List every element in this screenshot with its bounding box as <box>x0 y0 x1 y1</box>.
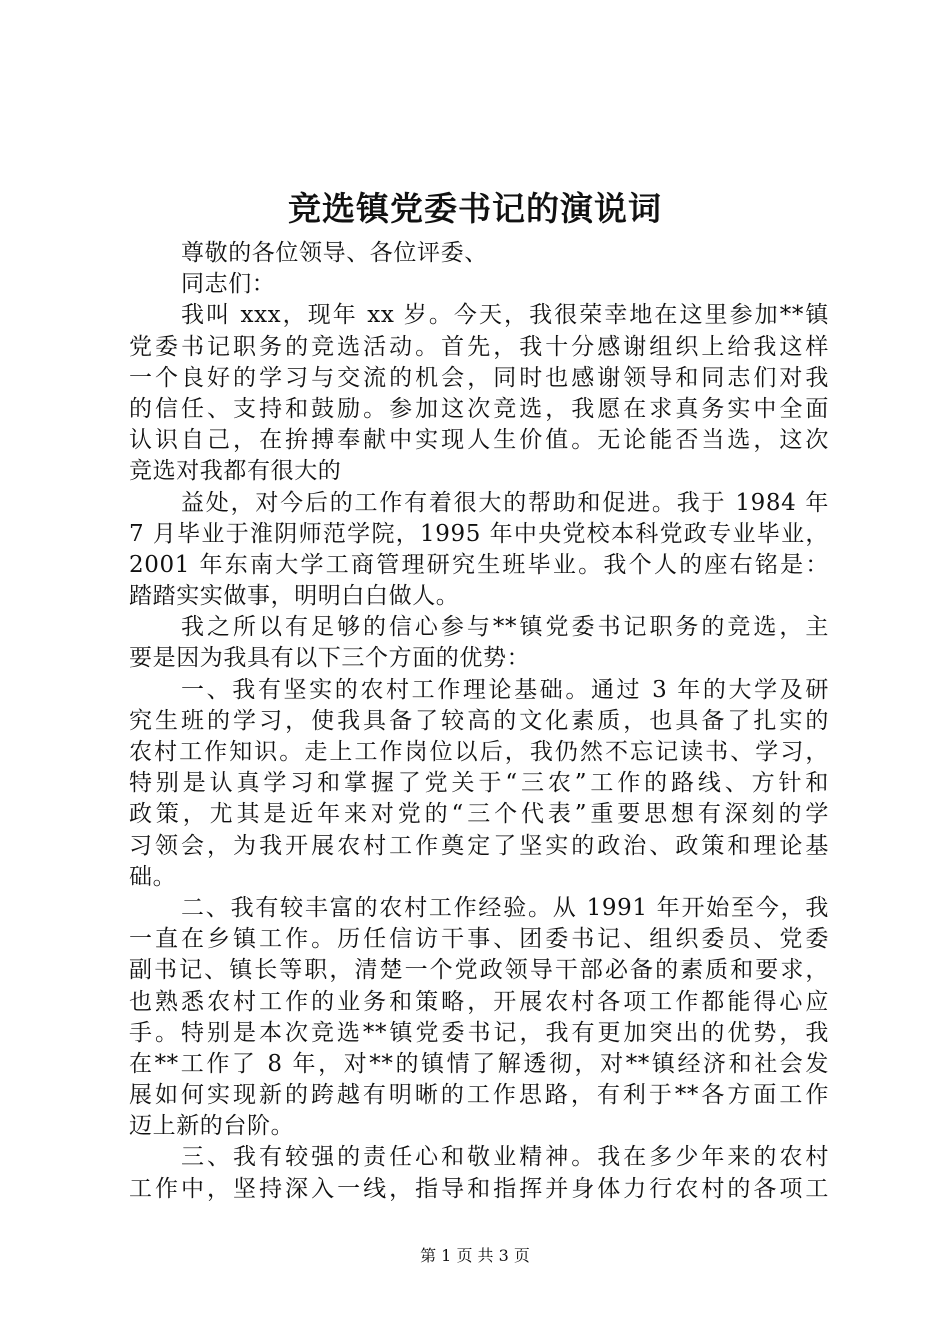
text-line: 一个良好的学习与交流的机会，同时也感谢领导和同志们对我 <box>129 364 829 391</box>
text-line: 尊敬的各位领导、各位评委、 <box>181 240 488 266</box>
text-line: 要是因为我具有以下三个方面的优势： <box>129 645 531 672</box>
text-line: 一、我有坚实的农村工作理论基础。通过 3 年的大学及研 <box>181 676 829 703</box>
text-line: 的信任、支持和鼓励。参加这次竞选，我愿在求真务实中全面 <box>129 395 829 422</box>
text-line: 特别是认真学习和掌握了党关于“三农”工作的路线、方针和 <box>129 770 829 797</box>
text-line: 工作中，坚持深入一线，指导和指挥并身体力行农村的各项工 <box>129 1175 829 1202</box>
text-line: 二、我有较丰富的农村工作经验。从 1991 年开始至今，我 <box>181 894 829 921</box>
text-line: 2001 年东南大学工商管理研究生班毕业。我个人的座右铭是： <box>129 551 829 578</box>
text-line: 竞选对我都有很大的 <box>129 458 342 485</box>
text-line: 党委书记职务的竞选活动。首先，我十分感谢组织上给我这样 <box>129 333 829 360</box>
text-line: 踏踏实实做事，明明白白做人。 <box>129 583 460 610</box>
text-line: 农村工作知识。走上工作岗位以后，我仍然不忘记读书、学习， <box>129 739 829 765</box>
text-line: 也熟悉农村工作的业务和策略，开展农村各项工作都能得心应 <box>129 988 829 1015</box>
text-line: 益处，对今后的工作有着很大的帮助和促进。我于 1984 年 <box>181 489 829 516</box>
text-line: 7 月毕业于淮阴师范学院，1995 年中央党校本科党政专业毕业， <box>129 520 829 547</box>
text-line: 政策，尤其是近年来对党的“三个代表”重要思想有深刻的学 <box>129 801 829 828</box>
text-line: 究生班的学习，使我具备了较高的文化素质，也具备了扎实的 <box>129 707 829 734</box>
text-line: 础。 <box>129 863 177 890</box>
page-footer: 第 1 页 共 3 页 <box>420 1246 530 1265</box>
text-line: 展如何实现新的跨越有明晰的工作思路，有利于**各方面工作 <box>129 1082 829 1109</box>
text-line: 手。特别是本次竞选**镇党委书记，我有更加突出的优势，我 <box>129 1019 829 1046</box>
text-line: 迈上新的台阶。 <box>129 1113 295 1140</box>
text-line: 在**工作了 8 年，对**的镇情了解透彻，对**镇经济和社会发 <box>129 1050 829 1077</box>
text-line: 认识自己，在拚搏奉献中实现人生价值。无论能否当选，这次 <box>129 427 829 454</box>
document-title: 竞选镇党委书记的演说词 <box>288 189 662 228</box>
text-line: 三、我有较强的责任心和敬业精神。我在多少年来的农村 <box>181 1144 829 1171</box>
text-line: 习领会，为我开展农村工作奠定了坚实的政治、政策和理论基 <box>129 832 829 859</box>
text-line: 副书记、镇长等职，清楚一个党政领导干部必备的素质和要求， <box>129 957 829 984</box>
document-body <box>129 238 829 1205</box>
text-line: 我叫 xxx，现年 xx 岁。今天，我很荣幸地在这里参加**镇 <box>181 302 829 329</box>
text-line: 我之所以有足够的信心参与**镇党委书记职务的竞选，主 <box>181 614 829 641</box>
text-line: 同志们： <box>181 271 276 298</box>
text-line: 一直在乡镇工作。历任信访干事、团委书记、组织委员、党委 <box>129 926 829 953</box>
